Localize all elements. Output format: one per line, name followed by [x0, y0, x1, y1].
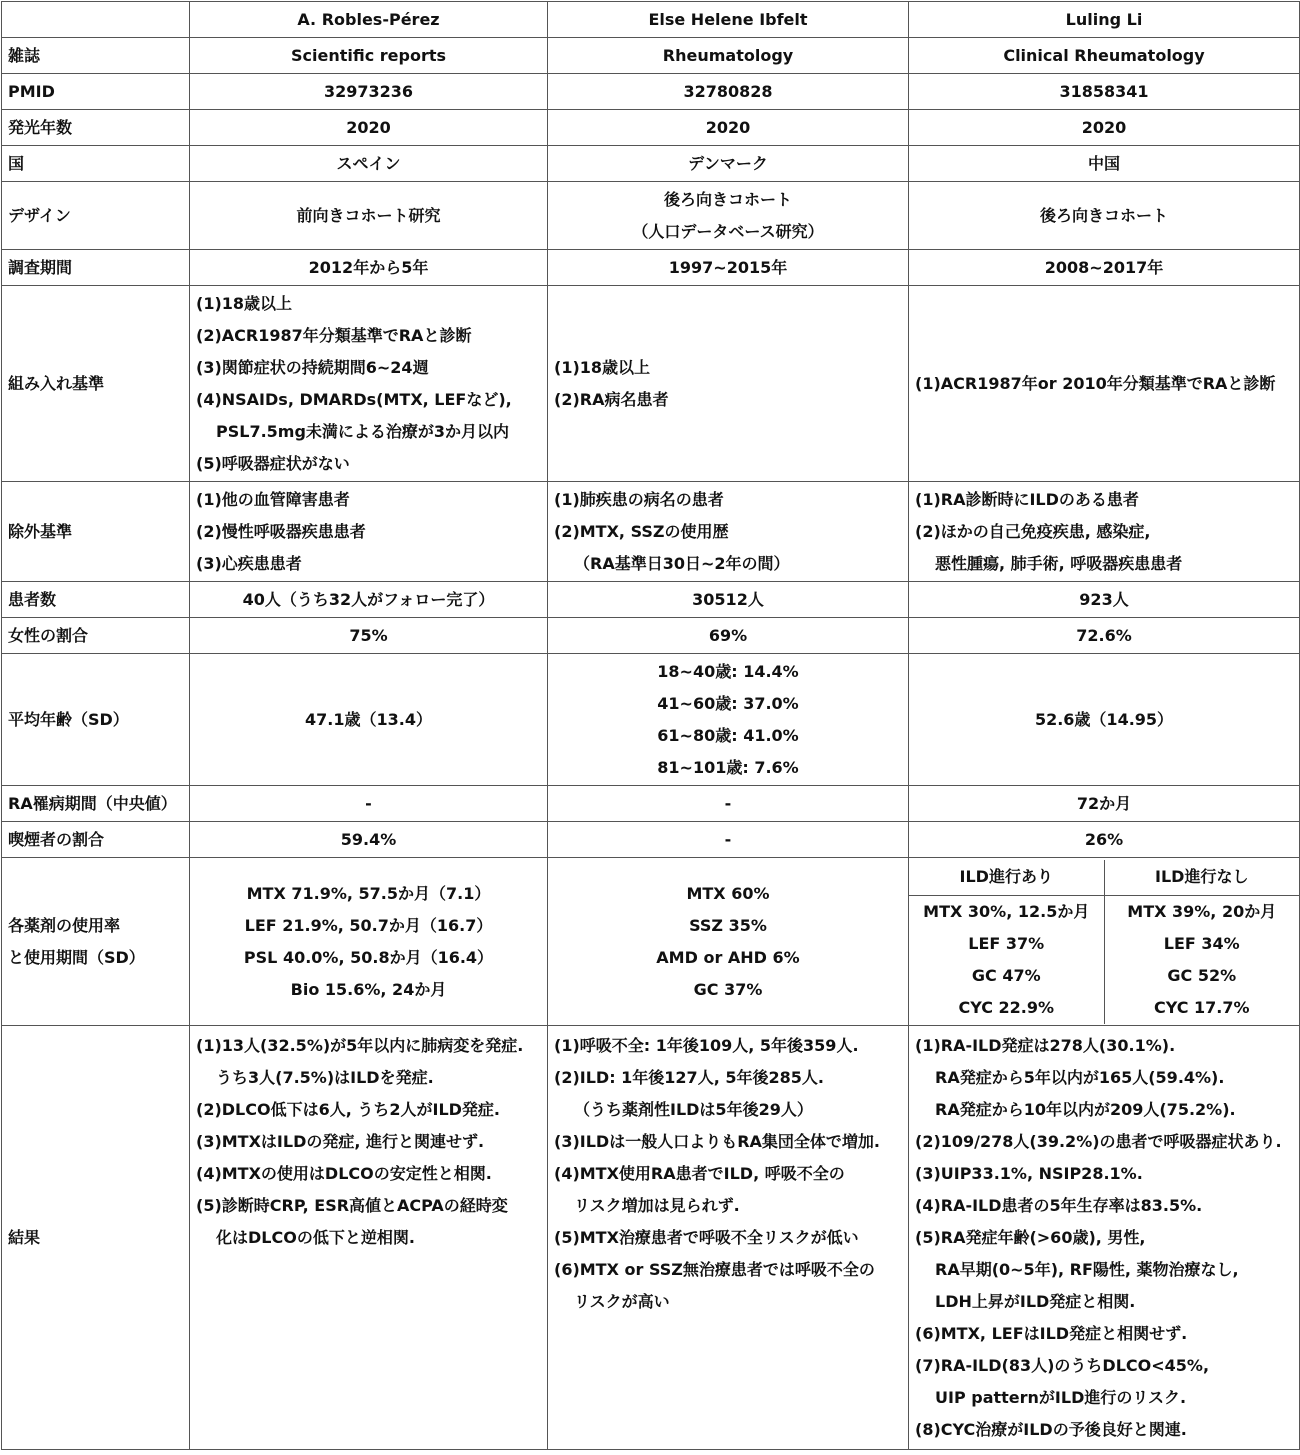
cell-line: CYC 17.7%: [1153, 997, 1250, 1017]
row-duration: [2, 786, 1300, 822]
cell-line: 悪性腫瘍, 肺手術, 呼吸器疾患患者: [935, 553, 1183, 573]
cell: 31858341: [909, 74, 1300, 110]
row-label: 調査期間: [2, 250, 190, 286]
cell-line: LDH上昇がILD発症と相関.: [935, 1292, 1136, 1311]
ild-no-progression-values: [1104, 895, 1299, 1024]
row-label: デザイン: [2, 182, 190, 250]
cell-line: (3)関節症状の持続期間6~24週: [196, 357, 429, 377]
row-label: 結果: [2, 1026, 190, 1450]
cell-line: UIP patternがILD進行のリスク.: [935, 1388, 1187, 1407]
cell-line: (4)MTX使用RA患者でILD, 呼吸不全の: [554, 1164, 845, 1183]
cell: [548, 182, 909, 250]
cell-line: (2)ACR1987年分類基準でRAと診断: [196, 325, 472, 345]
row-label: 女性の割合: [2, 618, 190, 654]
cell-line: （人口データベース研究）: [632, 221, 824, 241]
row-results: [2, 1026, 1300, 1450]
cell: 後ろ向きコホート: [909, 182, 1300, 250]
cell: 72.6%: [909, 618, 1300, 654]
cell-line: CYC 22.9%: [958, 997, 1055, 1017]
row-label-line: と使用期間（SD）: [8, 947, 145, 967]
cell: [909, 1026, 1300, 1450]
cell: Rheumatology: [548, 38, 909, 74]
cell: -: [190, 786, 548, 822]
cell-line: (5)呼吸器症状がない: [196, 453, 350, 473]
cell-line: (3)UIP33.1%, NSIP28.1%.: [915, 1164, 1143, 1183]
cell-line: （RA基準日30日~2年の間）: [574, 553, 790, 573]
row-label: RA罹病期間（中央値）: [2, 786, 190, 822]
cell-line: (1)RA-ILD発症は278人(30.1%).: [915, 1036, 1176, 1055]
row-country: [2, 146, 1300, 182]
cell: 923人: [909, 582, 1300, 618]
col-header-robles: A. Robles-Pérez: [190, 2, 548, 38]
header-corner: [2, 2, 190, 38]
cell-line: (7)RA-ILD(83人)のうちDLCO<45%,: [915, 1356, 1210, 1375]
cell-line: GC 47%: [971, 965, 1041, 985]
cell: [190, 858, 548, 1026]
cell-line: 18~40歳: 14.4%: [657, 661, 799, 681]
cell-line: MTX 30%, 12.5か月: [923, 901, 1090, 921]
cell-line: (1)ACR1987年or 2010年分類基準でRAと診断: [915, 373, 1276, 393]
row-label: [2, 858, 190, 1026]
row-drugs: [2, 858, 1300, 1026]
cell: [909, 482, 1300, 582]
cell: [548, 1026, 909, 1450]
cell-line: AMD or AHD 6%: [656, 947, 800, 967]
cell-line: Bio 15.6%, 24か月: [290, 979, 447, 999]
cell: 75%: [190, 618, 548, 654]
cell-line: (1)RA診断時にILDのある患者: [915, 489, 1139, 509]
ild-subtable-cell: [909, 858, 1300, 1026]
cell-line: (2)RA病名患者: [554, 389, 669, 409]
cell: スペイン: [190, 146, 548, 182]
ild-no-progression-header: ILD進行なし: [1104, 860, 1299, 896]
cell-line: (1)13人(32.5%)が5年以内に肺病変を発症.: [196, 1036, 524, 1055]
cell-line: (1)呼吸不全: 1年後109人, 5年後359人.: [554, 1036, 859, 1055]
cell: [548, 858, 909, 1026]
cell-line: (4)MTXの使用はDLCOの安定性と相関.: [196, 1164, 492, 1183]
row-female: [2, 618, 1300, 654]
cell-line: (2)慢性呼吸器疾患患者: [196, 521, 366, 541]
row-design: [2, 182, 1300, 250]
col-header-li: Luling Li: [909, 2, 1300, 38]
cell-line: (4)NSAIDs, DMARDs(MTX, LEFなど),: [196, 389, 512, 409]
cell-line: (3)ILDは一般人口よりもRA集団全体で増加.: [554, 1132, 880, 1151]
cell-line: リスクが高い: [574, 1292, 670, 1311]
cell-line: (3)心疾患患者: [196, 553, 302, 573]
cell: 30512人: [548, 582, 909, 618]
cell: 前向きコホート研究: [190, 182, 548, 250]
cell-line: RA発症から5年以内が165人(59.4%).: [935, 1068, 1225, 1087]
header-row: [2, 2, 1300, 38]
ild-progression-header: ILD進行あり: [909, 860, 1104, 896]
cell-line: （うち薬剤性ILDは5年後29人）: [574, 1100, 813, 1119]
cell: 59.4%: [190, 822, 548, 858]
row-age: [2, 654, 1300, 786]
cell-line: (2)MTX, SSZの使用歴: [554, 521, 729, 541]
cell: 72か月: [909, 786, 1300, 822]
ild-subtable-body: [909, 895, 1299, 1024]
cell-line: LEF 21.9%, 50.7か月（16.7）: [244, 915, 493, 935]
row-label: 発光年数: [2, 110, 190, 146]
cell: [909, 286, 1300, 482]
cell-line: (1)肺疾患の病名の患者: [554, 489, 724, 509]
cell-line: (2)DLCO低下は6人, うち2人がILD発症.: [196, 1100, 501, 1119]
cell-line: (6)MTX, LEFはILD発症と相関せず.: [915, 1324, 1188, 1343]
cell-line: (2)ほかの自己免疫疾患, 感染症,: [915, 521, 1151, 541]
cell: [548, 654, 909, 786]
cell-line: (1)18歳以上: [554, 357, 651, 377]
cell-line: (1)18歳以上: [196, 293, 293, 313]
cell: 2020: [909, 110, 1300, 146]
cell-line: リスク増加は見られず.: [574, 1196, 740, 1215]
cell-line: (1)他の血管障害患者: [196, 489, 350, 509]
row-label: 除外基準: [2, 482, 190, 582]
cell: Clinical Rheumatology: [909, 38, 1300, 74]
cell: デンマーク: [548, 146, 909, 182]
row-label: 患者数: [2, 582, 190, 618]
cell: 2020: [190, 110, 548, 146]
cell-line: (4)RA-ILD患者の5年生存率は83.5%.: [915, 1196, 1203, 1215]
cell-line: (2)109/278人(39.2%)の患者で呼吸器症状あり.: [915, 1132, 1282, 1151]
row-label-line: 各薬剤の使用率: [8, 915, 121, 935]
cell-line: (6)MTX or SSZ無治療患者では呼吸不全の: [554, 1260, 875, 1279]
cell-line: (5)診断時CRP, ESR高値とACPAの経時変: [196, 1196, 508, 1215]
cell: -: [548, 822, 909, 858]
row-smokers: [2, 822, 1300, 858]
cell-line: (8)CYC治療がILDの予後良好と関連.: [915, 1420, 1187, 1439]
cell: 1997~2015年: [548, 250, 909, 286]
cell-line: (5)RA発症年齢(>60歳), 男性,: [915, 1228, 1146, 1247]
cell: -: [548, 786, 909, 822]
row-exclusion: [2, 482, 1300, 582]
cell-line: PSL7.5mg未満による治療が3か月以内: [216, 421, 510, 441]
cell-line: GC 37%: [693, 979, 763, 999]
row-label: 喫煙者の割合: [2, 822, 190, 858]
ild-progression-values: [909, 895, 1104, 1024]
cell: [548, 482, 909, 582]
ild-subtable-header: [909, 860, 1299, 896]
row-patients: [2, 582, 1300, 618]
row-label: 組み入れ基準: [2, 286, 190, 482]
cell: [190, 482, 548, 582]
row-label: 平均年齢（SD）: [2, 654, 190, 786]
cell-line: 81~101歳: 7.6%: [657, 757, 799, 777]
cell-line: 後ろ向きコホート: [663, 189, 792, 209]
cell: [548, 286, 909, 482]
cell-line: PSL 40.0%, 50.8か月（16.4）: [243, 947, 494, 967]
cell: 69%: [548, 618, 909, 654]
comparison-table: [1, 1, 1300, 1450]
cell: Scientific reports: [190, 38, 548, 74]
cell-line: 61~80歳: 41.0%: [657, 725, 799, 745]
row-pmid: [2, 74, 1300, 110]
col-header-ibfelt: Else Helene Ibfelt: [548, 2, 909, 38]
cell: 2008~2017年: [909, 250, 1300, 286]
cell-line: RA発症から10年以内が209人(75.2%).: [935, 1100, 1236, 1119]
cell: 2012年から5年: [190, 250, 548, 286]
cell-line: RA早期(0~5年), RF陽性, 薬物治療なし,: [935, 1260, 1239, 1279]
cell: 32973236: [190, 74, 548, 110]
row-label: 雑誌: [2, 38, 190, 74]
cell: 26%: [909, 822, 1300, 858]
cell-line: MTX 39%, 20か月: [1127, 901, 1277, 921]
ild-subtable: [909, 860, 1299, 1024]
cell: 2020: [548, 110, 909, 146]
cell-line: MTX 71.9%, 57.5か月（7.1）: [246, 883, 491, 903]
cell-line: (5)MTX治療患者で呼吸不全リスクが低い: [554, 1228, 859, 1247]
row-inclusion: [2, 286, 1300, 482]
cell-line: SSZ 35%: [689, 915, 767, 935]
row-label: PMID: [2, 74, 190, 110]
row-journal: [2, 38, 1300, 74]
cell-line: (3)MTXはILDの発症, 進行と関連せず.: [196, 1132, 485, 1151]
row-year: [2, 110, 1300, 146]
cell: [190, 286, 548, 482]
cell: 52.6歳（14.95）: [909, 654, 1300, 786]
cell: 中国: [909, 146, 1300, 182]
cell-line: MTX 60%: [686, 883, 770, 903]
cell-line: 化はDLCOの低下と逆相関.: [216, 1228, 415, 1247]
cell: 40人（うち32人がフォロー完了）: [190, 582, 548, 618]
cell: [190, 1026, 548, 1450]
row-period: [2, 250, 1300, 286]
cell-line: うち3人(7.5%)はILDを発症.: [216, 1068, 434, 1087]
cell-line: LEF 37%: [968, 933, 1045, 953]
row-label: 国: [2, 146, 190, 182]
cell-line: LEF 34%: [1163, 933, 1240, 953]
cell: 47.1歳（13.4）: [190, 654, 548, 786]
cell-line: GC 52%: [1167, 965, 1237, 985]
cell: 32780828: [548, 74, 909, 110]
cell-line: 41~60歳: 37.0%: [657, 693, 799, 713]
cell-line: (2)ILD: 1年後127人, 5年後285人.: [554, 1068, 824, 1087]
